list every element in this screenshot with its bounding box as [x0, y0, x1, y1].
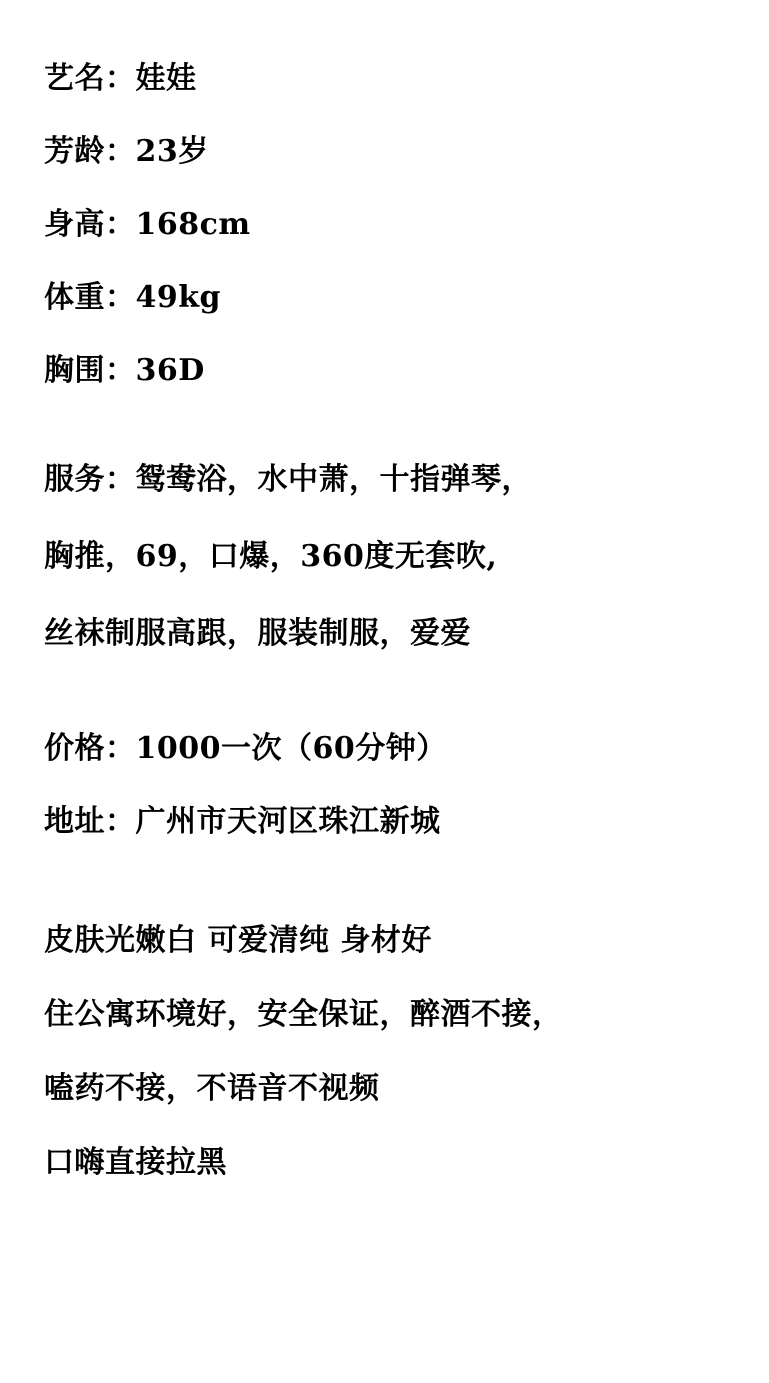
section-gap-3	[44, 880, 729, 926]
profile-line-name: 艺名：娃娃	[44, 61, 197, 96]
services-line-3: 丝袜制服高跟，服装制服，爱爱	[44, 616, 471, 651]
pricing-line-price: 价格：1000一次（60分钟）	[44, 731, 447, 766]
notes-section	[44, 923, 729, 1222]
pricing-line-address: 地址：广州市天河区珠江新城	[44, 804, 441, 839]
profile-line-age: 芳龄：23岁	[44, 134, 209, 169]
notes-line-3: 嗑药不接，不语音不视频	[44, 1071, 380, 1106]
services-line-1: 服务：鸳鸯浴，水中萧，十指弹琴，	[44, 462, 532, 497]
pricing-section	[44, 731, 729, 880]
services-line-2: 胸推，69，口爆，360度无套吹,	[44, 539, 498, 574]
notes-line-1: 皮肤光嫩白 可爱清纯 身材好	[44, 923, 432, 958]
profile-section	[44, 61, 729, 429]
notes-line-2: 住公寓环境好，安全保证，醉酒不接，	[44, 997, 563, 1032]
notes-line-4: 口嗨直接拉黑	[44, 1145, 227, 1180]
section-gap-2	[44, 696, 729, 734]
profile-line-weight: 体重：49kg	[44, 280, 222, 315]
section-gap-1	[44, 429, 729, 465]
profile-line-height: 身高：168cm	[44, 207, 251, 242]
services-section	[44, 462, 729, 696]
profile-line-bust: 胸围：36D	[44, 353, 205, 388]
